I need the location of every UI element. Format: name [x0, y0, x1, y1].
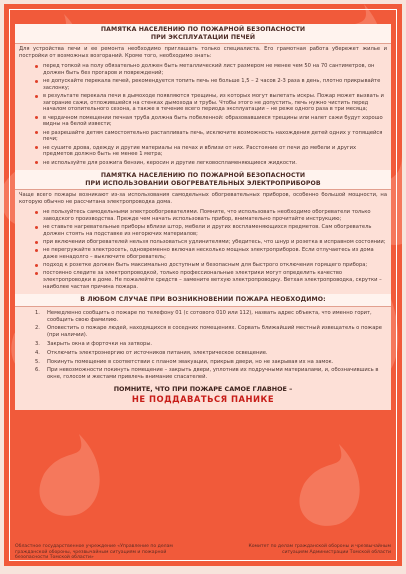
bullet-icon [35, 131, 38, 134]
list-item [37, 261, 387, 269]
list-item [35, 366, 387, 382]
list-item-text: не используйте для розжига бензин, керосин и другие легковоспламеняющиеся жидкости. [43, 159, 297, 166]
list-item [37, 77, 387, 92]
list-item [37, 223, 387, 238]
poster-footer [15, 544, 391, 561]
heater-rules-list [19, 208, 387, 291]
publisher-right: Комитет по делам гражданской обороны и чрезвычайным ситуациям Администрации Томской области [248, 544, 391, 555]
list-item [37, 129, 387, 144]
step-text: Покинуть помещение в соответствии с планом эвакуации, прикрыв двери, но не закрывая их на замок. [47, 358, 334, 365]
list-item-text: в результате перекала печи в дымоходе появляются трещины, из которых могут вылетать искры. Пожар может вызвать и загорание сажи, отложившейся на стенках дымохода и трубы. Чтобы этого не допустить, печь нужно чистить перед началом отопительного сезона, а также в течение всего периода эксплуатации – не реже одного раза в три месяца; [43, 92, 384, 113]
bullet-icon [35, 241, 38, 244]
list-item [35, 349, 387, 358]
section-heaters [15, 190, 391, 294]
list-item-text: подход к розетке должен быть максимально доступным и безопасным для быстрого отключения горящего прибора; [43, 262, 368, 269]
list-item [37, 144, 387, 159]
publisher-left: Областное государственное учреждение «Управление по делам гражданской обороны, чрезвычайным ситуациям и пожарной безопасности Томской области» [15, 544, 173, 561]
bullet-icon [35, 65, 38, 68]
section-emergency [15, 307, 391, 410]
bullet-icon [35, 211, 38, 214]
list-item-text: не допускайте перекала печей, рекомендуется топить печь не больше 1,5 – 2 часов 2-3 раза в день, плотно прикрывайте заслонку; [43, 77, 381, 91]
step-text: Немедленно сообщить о пожаре по телефону 01 (с сотового 010 или 112), назвать адрес объекта, что именно горит, сообщить свою фамилию. [47, 309, 372, 323]
bullet-icon [35, 264, 38, 267]
bullet-icon [35, 161, 38, 164]
poster-content [15, 24, 391, 410]
list-item [37, 159, 387, 167]
list-item-text: не разрешайте детям самостоятельно растапливать печь, исключите возможность нахождения детей одних у топящейся печи; [43, 129, 383, 143]
list-item [37, 114, 387, 129]
list-item [37, 62, 387, 77]
section-stoves [15, 44, 391, 170]
list-item [35, 340, 387, 349]
list-item [37, 208, 387, 223]
section-title-line: ПАМЯТКА НАСЕЛЕНИЮ ПО ПОЖАРНОЙ БЕЗОПАСНОСТИ [100, 172, 306, 179]
list-item [37, 92, 387, 114]
bullet-icon [35, 116, 38, 119]
section-intro: Чаще всего пожары возникают из-за использования самодельных обогревательных приборов, особенно большой мощности, на которую обычно не рассчитана электропроводка дома. [19, 192, 387, 206]
list-item-text: не ставьте нагревательные приборы вблизи штор, мебели и других воспламеняющихся предметов. Сам обогреватель должен стоять на подставке из негорючих материалов; [43, 223, 372, 237]
bullet-icon [35, 249, 38, 252]
step-number: 5. [35, 358, 40, 365]
list-item-text: перед топкой на полу обязательно должен быть металлический лист размером не менее чем 50 на 70 сантиметров, он должен быть без прогаров и повреждений; [43, 62, 375, 76]
list-item-text: в чердачном помещении печная труба должна быть побеленной: образовавшиеся трещины или налет сажи будут хорошо видны на белой извести; [43, 114, 383, 128]
section-title-stoves [15, 24, 391, 44]
section-title-heaters [15, 170, 391, 190]
bullet-icon [35, 272, 38, 275]
bullet-icon [35, 95, 38, 98]
bullet-icon [35, 226, 38, 229]
list-item [37, 246, 387, 261]
list-item-text: не перегружайте электросеть, одновременно включая несколько мощных электроприборов. Если отлучаетесь из дома даже ненадолго – выключите обогреватель; [43, 247, 374, 260]
list-item [35, 309, 387, 325]
section-intro: Для устройства печи и ее ремонта необходимо приглашать только специалиста. Его грамотная работа убережет жилье и постройки от возможных возгораний. Кроме того, необходимо знать: [19, 46, 387, 60]
step-number: 3. [35, 341, 40, 348]
step-text: Закрыть окна и форточки на затворы. [47, 341, 153, 348]
fire-safety-poster [4, 4, 402, 566]
section-subtitle-line: ПРИ ИСПОЛЬЗОВАНИИ ОБОГРЕВАТЕЛЬНЫХ ЭЛЕКТРОПРИБОРОВ [85, 179, 321, 187]
stove-rules-list [19, 62, 387, 167]
section-title-line: ПАМЯТКА НАСЕЛЕНИЮ ПО ПОЖАРНОЙ БЕЗОПАСНОСТИ [100, 26, 306, 33]
step-number: 1. [35, 309, 40, 316]
remember-note: ПОМНИТЕ, ЧТО ПРИ ПОЖАРЕ САМОЕ ГЛАВНОЕ – [113, 385, 293, 394]
list-item-text: не сушите дрова, одежду и другие материалы на печах и вблизи от них. Расстояние от печи до мебели и других предметов должно быть не менее 1 метра; [43, 144, 357, 158]
list-item-text: при включении обогревателей нельзя пользоваться удлинителями; убедитесь, что шнур и розетка в исправном состоянии; [43, 238, 386, 245]
bullet-icon [35, 146, 38, 149]
step-text: Отключить электроэнергию от источников питания, электрическое освещение. [47, 349, 268, 356]
list-item [35, 358, 387, 367]
emergency-steps-list [19, 309, 387, 382]
list-item [35, 324, 387, 340]
step-number: 6. [35, 367, 40, 374]
list-item [37, 270, 387, 292]
no-panic-slogan: НЕ ПОДДАВАТЬСЯ ПАНИКЕ [131, 394, 275, 405]
step-text: При невозможности покинуть помещение – закрыть двери, уплотнив их подручными материалами, и, обозначившись в окне, голосом и жестами привлечь внимание спасателей. [47, 367, 379, 381]
bullet-icon [35, 80, 38, 83]
step-number: 4. [35, 349, 40, 356]
step-number: 2. [35, 325, 40, 332]
section-title-emergency [15, 294, 391, 307]
list-item-text: постоянно следите за электропроводкой, только профессиональные электрики могут определить качество электропроводки в доме. Не пожалейте средств – замените ветхую электропроводку. Ветхая электропроводка, скрутки – наиболее частая причина пожара. [43, 270, 382, 290]
step-text: Оповестить о пожаре людей, находящихся в соседних помещениях. Сорвать ближайший местный извещатель о пожаре (при наличии). [47, 325, 382, 339]
list-item-text: не пользуйтесь самодельными электрообогревателями. Помните, что использовать необходимо обогреватели только заводского производства. Прежде чем начать использовать прибор, внимательно прочитайте инструкцию; [43, 208, 371, 222]
section-subtitle-line: ПРИ ЭКСПЛУАТАЦИИ ПЕЧЕЙ [150, 33, 256, 41]
section-title-line: В ЛЮБОМ СЛУЧАЕ ПРИ ВОЗНИКНОВЕНИИ ПОЖАРА НЕОБХОДИМО: [80, 296, 326, 304]
list-item [37, 238, 387, 246]
